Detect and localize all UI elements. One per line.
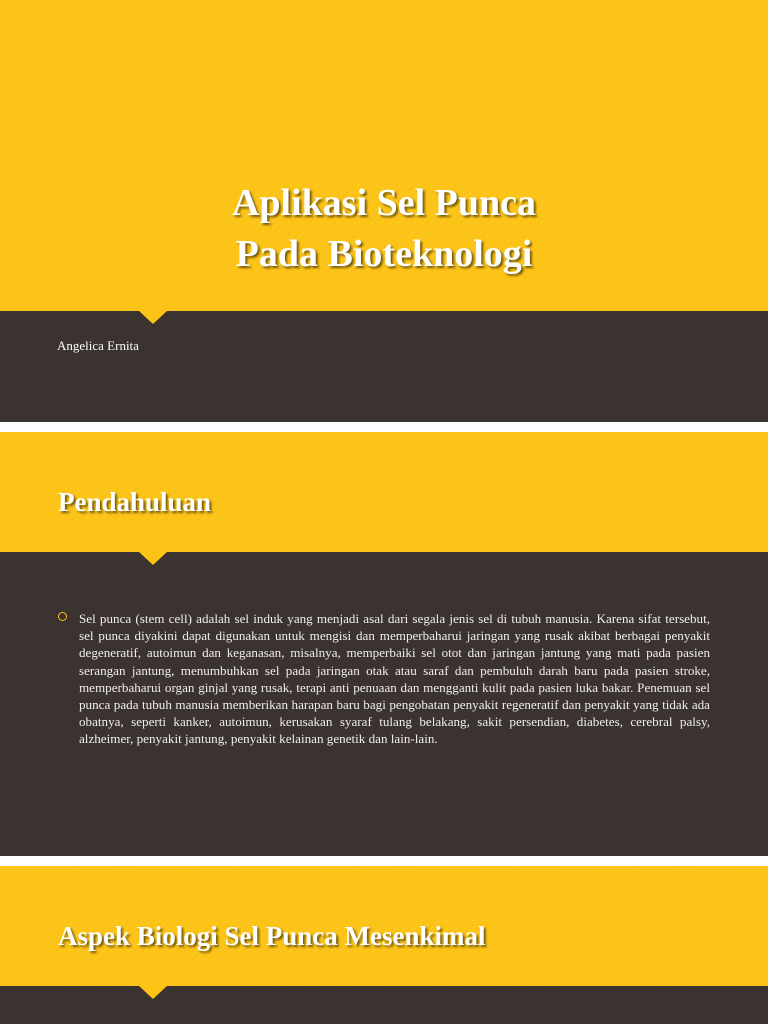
slide-1-title-line-2: Pada Bioteknologi bbox=[235, 233, 533, 275]
slide-1-author: Angelica Ernita bbox=[57, 338, 139, 353]
slide-2-bullet-text: Sel punca (stem cell) adalah sel induk yang menjadi asal dari segala jenis sel di tubuh manusia. Karena sifat tersebut, sel punca diyakini dapat digunakan untuk mengisi dan memperbaharui jaringan yang rusak akibat berbagai penyakit degeneratif, autoimun dan keganasan, misalnya, memperbaiki sel otot dan jaringan jantung yang mati pada pasien serangan jantung, menumbuhkan sel pada jaringan otak atau saraf dan pembuluh darah baru pada pasien stroke, memperbaharui organ ginjal yang rusak, terapi anti penuaan dan mengganti kulit pada pasien luka bakar. Penemuan sel punca pada tubuh manusia memberikan harapan baru bagi pengobatan penyakit regeneratif dan penyakit yang tidak ada obatnya, seperti kanker, autoimun, kerusakan syaraf tulang belakang, sakit persendian, diabetes, cerebral palsy, alzheimer, penyakit jantung, penyakit kelainan genetik dan lain-lain. bbox=[79, 611, 710, 747]
slide-2-heading: Pendahuluan bbox=[58, 487, 212, 517]
slide-1-title-line-1: Aplikasi Sel Punca bbox=[231, 182, 537, 224]
slide-1-subtitle-band bbox=[0, 311, 768, 432]
slide-1-notch bbox=[139, 311, 167, 324]
bullet-circle-icon bbox=[58, 612, 67, 621]
slide-2-notch bbox=[139, 552, 167, 565]
slide-3-content-band bbox=[0, 986, 768, 1024]
slide-divider-1 bbox=[0, 422, 768, 432]
slide-divider-2 bbox=[0, 856, 768, 866]
slide-3-notch bbox=[139, 986, 167, 999]
slide-3-heading: Aspek Biologi Sel Punca Mesenkimal bbox=[58, 921, 486, 951]
